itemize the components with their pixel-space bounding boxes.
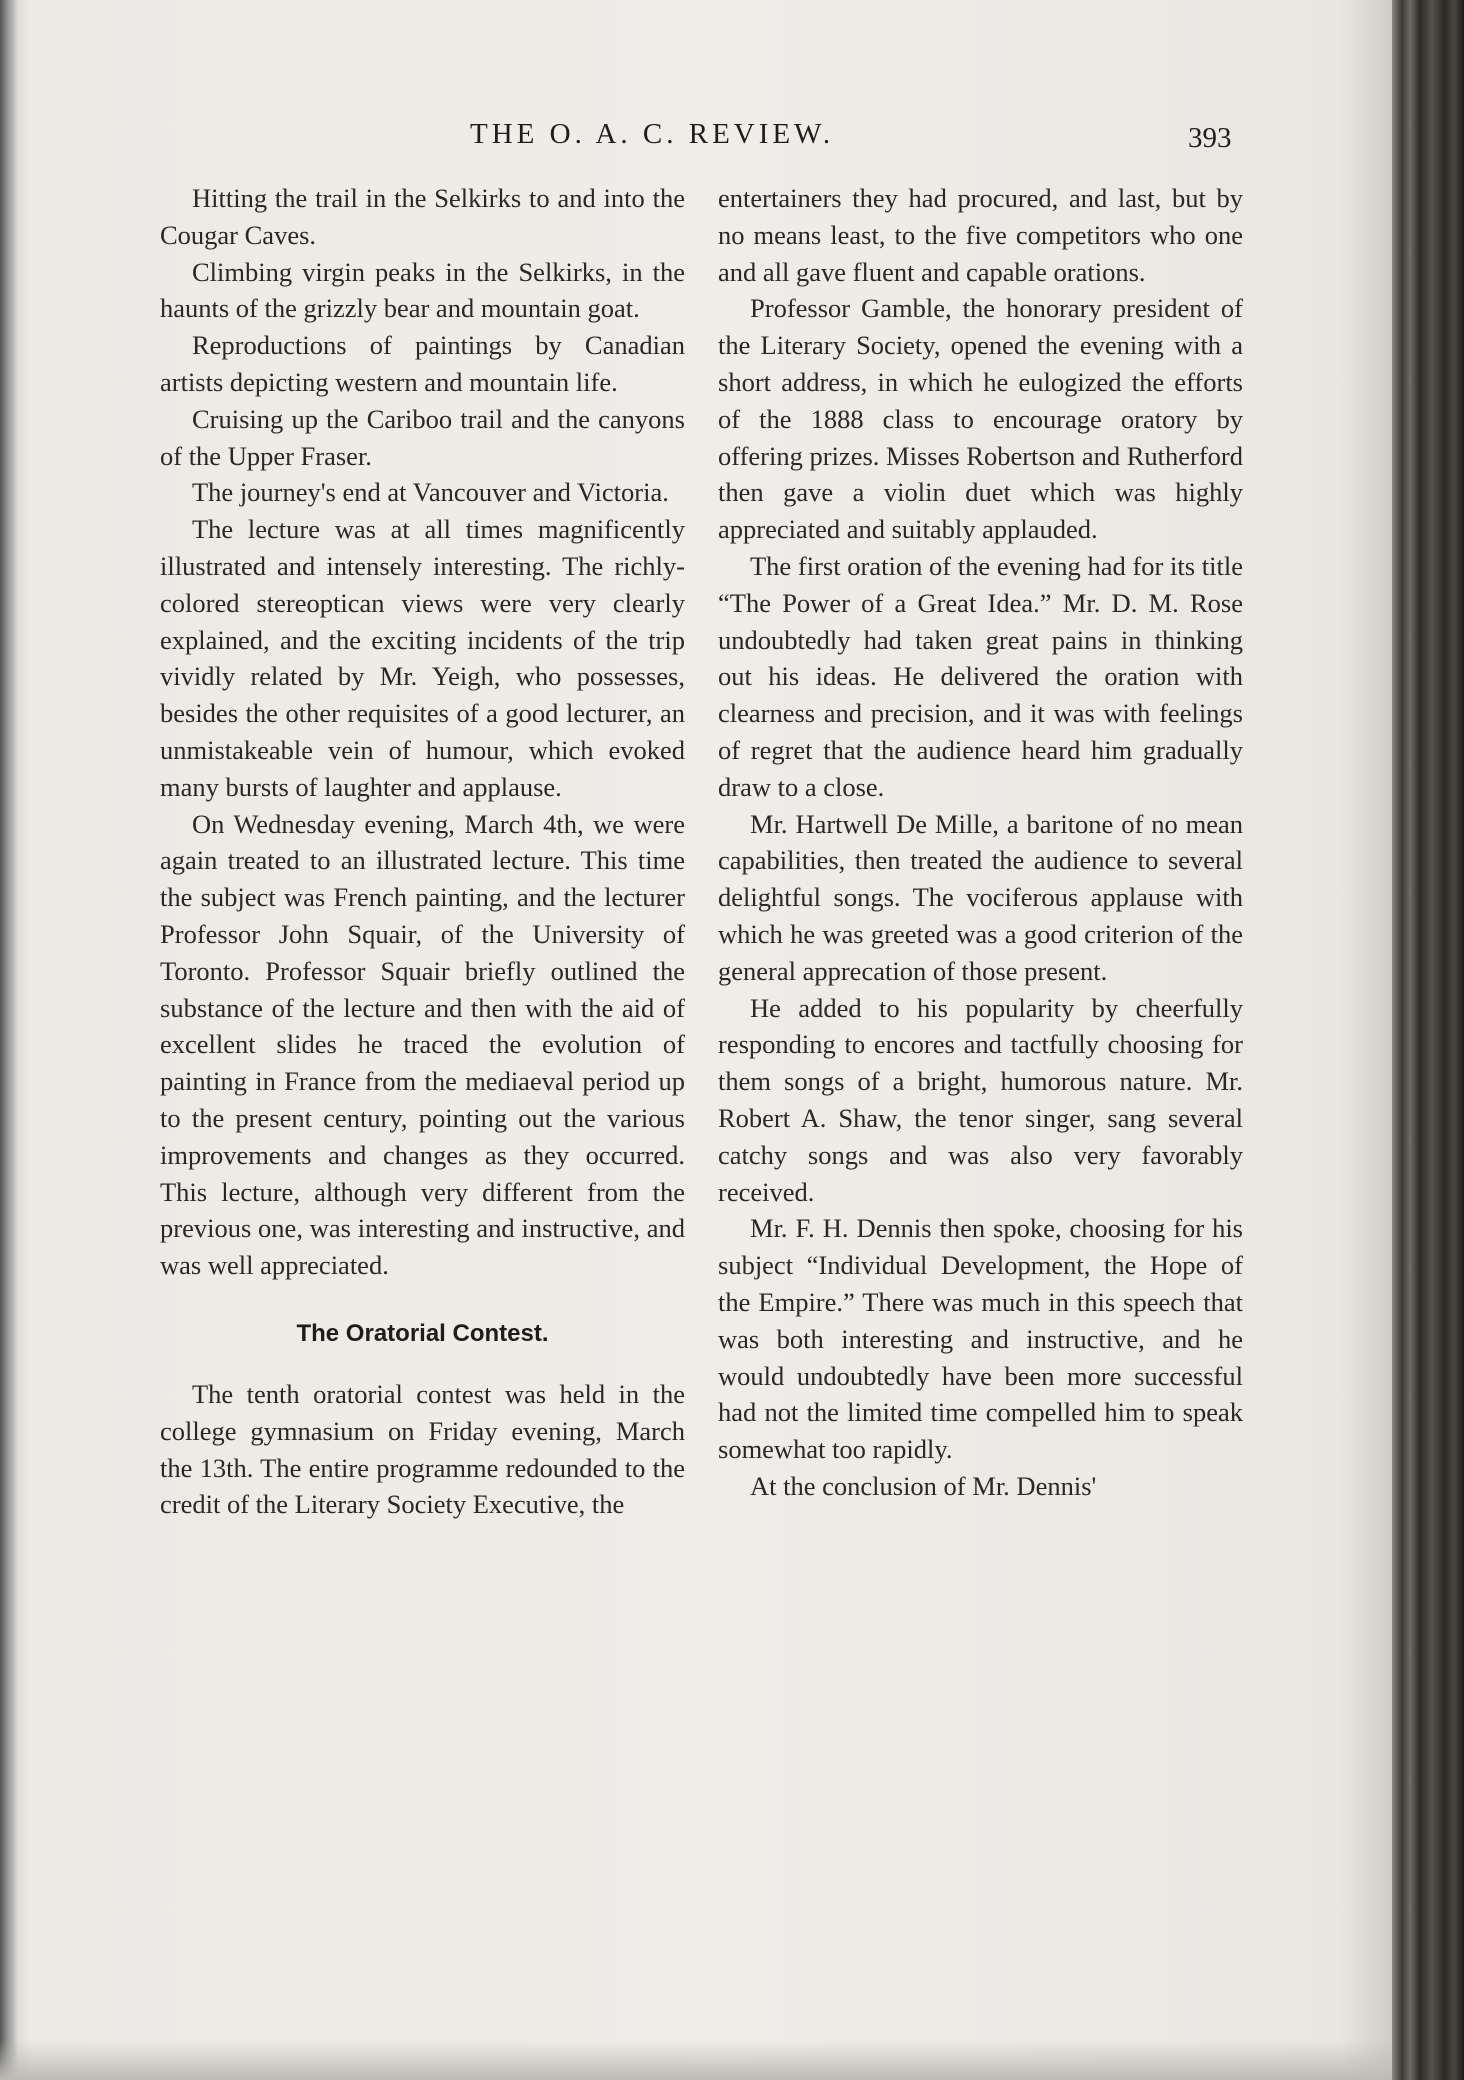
paragraph: Professor Gamble, the honorary president of the Literary Society, opened the evening with a short address, in which he eulogized the efforts of the 1888 class to encourage oratory by offering prizes. Misses Robertson and Rutherford then gave a violin duet which was highly appreciated and suitably applauded. bbox=[718, 293, 1243, 545]
book-binding-edge bbox=[1392, 0, 1464, 2080]
running-header: THE O. A. C. REVIEW. bbox=[470, 118, 835, 150]
paragraph: He added to his popularity by cheerfully responding to encores and tactfully choosing for them songs of a bright, humorous nature. Mr. Robert A. Shaw, the tenor singer, sang several catchy songs and was also very favorably received. bbox=[718, 992, 1243, 1207]
paragraph: Hitting the trail in the Selkirks to and into the Cougar Caves. bbox=[160, 183, 685, 250]
page-bottom-shadow bbox=[0, 2040, 1392, 2080]
paragraph: The lecture was at all times magnificently illustrated and intensely interesting. The richly-colored stereoptican views were very clearly explained, and the exciting incidents of the trip vividly related by Mr. Yeigh, who possesses, besides the other requisites of a good lecturer, an unmistakeable vein of humour, which evoked many bursts of laughter and applause. bbox=[160, 514, 685, 802]
paragraph: On Wednesday evening, March 4th, we were again treated to an illustrated lecture. This time the subject was French painting, and the lecturer Professor John Squair, of the University of Toronto. Professor Squair briefly outlined the substance of the lecture and then with the aid of excellent slides he traced the evolution of painting in France from the mediaeval period up to the present century, pointing out the various improvements and changes as they occurred. This lecture, although very different from the previous one, was interesting and instructive, and was well appreciated. bbox=[160, 808, 685, 1281]
paragraph: The first oration of the evening had for its title “The Power of a Great Idea.” Mr. D. M. Rose undoubtedly had taken great pains in thinking out his ideas. He delivered the oration with clearness and precision, and it was with feelings of regret that the audience heard him gradually draw to a close. bbox=[718, 550, 1243, 802]
section-heading: The Oratorial Contest. bbox=[296, 1319, 549, 1347]
paragraph: At the conclusion of Mr. Dennis' bbox=[750, 1470, 1097, 1501]
paragraph: Reproductions of paintings by Canadian artists depicting western and mountain life. bbox=[160, 330, 685, 397]
page-number: 393 bbox=[1188, 122, 1232, 154]
paragraph: Mr. F. H. Dennis then spoke, choosing for his subject “Individual Development, the Hope of the Empire.” There was much in this speech that was both interesting and instructive, and he would undoubtedly have been more successful had not the limited time compelled him to speak somewhat too rapidly. bbox=[718, 1213, 1243, 1465]
right-column bbox=[718, 180, 1243, 1505]
paragraph: The journey's end at Vancouver and Victoria. bbox=[192, 477, 669, 508]
paragraph: Climbing virgin peaks in the Selkirks, in the haunts of the grizzly bear and mountain goat. bbox=[160, 256, 685, 324]
paragraph: Cruising up the Cariboo trail and the canyons of the Upper Fraser. bbox=[160, 403, 685, 471]
page-gutter-shadow bbox=[0, 0, 18, 2080]
paragraph: The tenth oratorial contest was held in the college gymnasium on Friday evening, March the 13th. The entire programme redounded to the credit of the Literary Society Executive, the bbox=[160, 1378, 685, 1520]
continuation-paragraph: entertainers they had procured, and last, but by no means least, to the five competitors who one and all gave fluent and capable orations. bbox=[718, 183, 1243, 287]
left-column bbox=[160, 180, 685, 1523]
paragraph: Mr. Hartwell De Mille, a baritone of no mean capabilities, then treated the audience to several delightful songs. The vociferous applause with which he was greeted was a good criterion of the general apprecation of those present. bbox=[718, 808, 1243, 986]
